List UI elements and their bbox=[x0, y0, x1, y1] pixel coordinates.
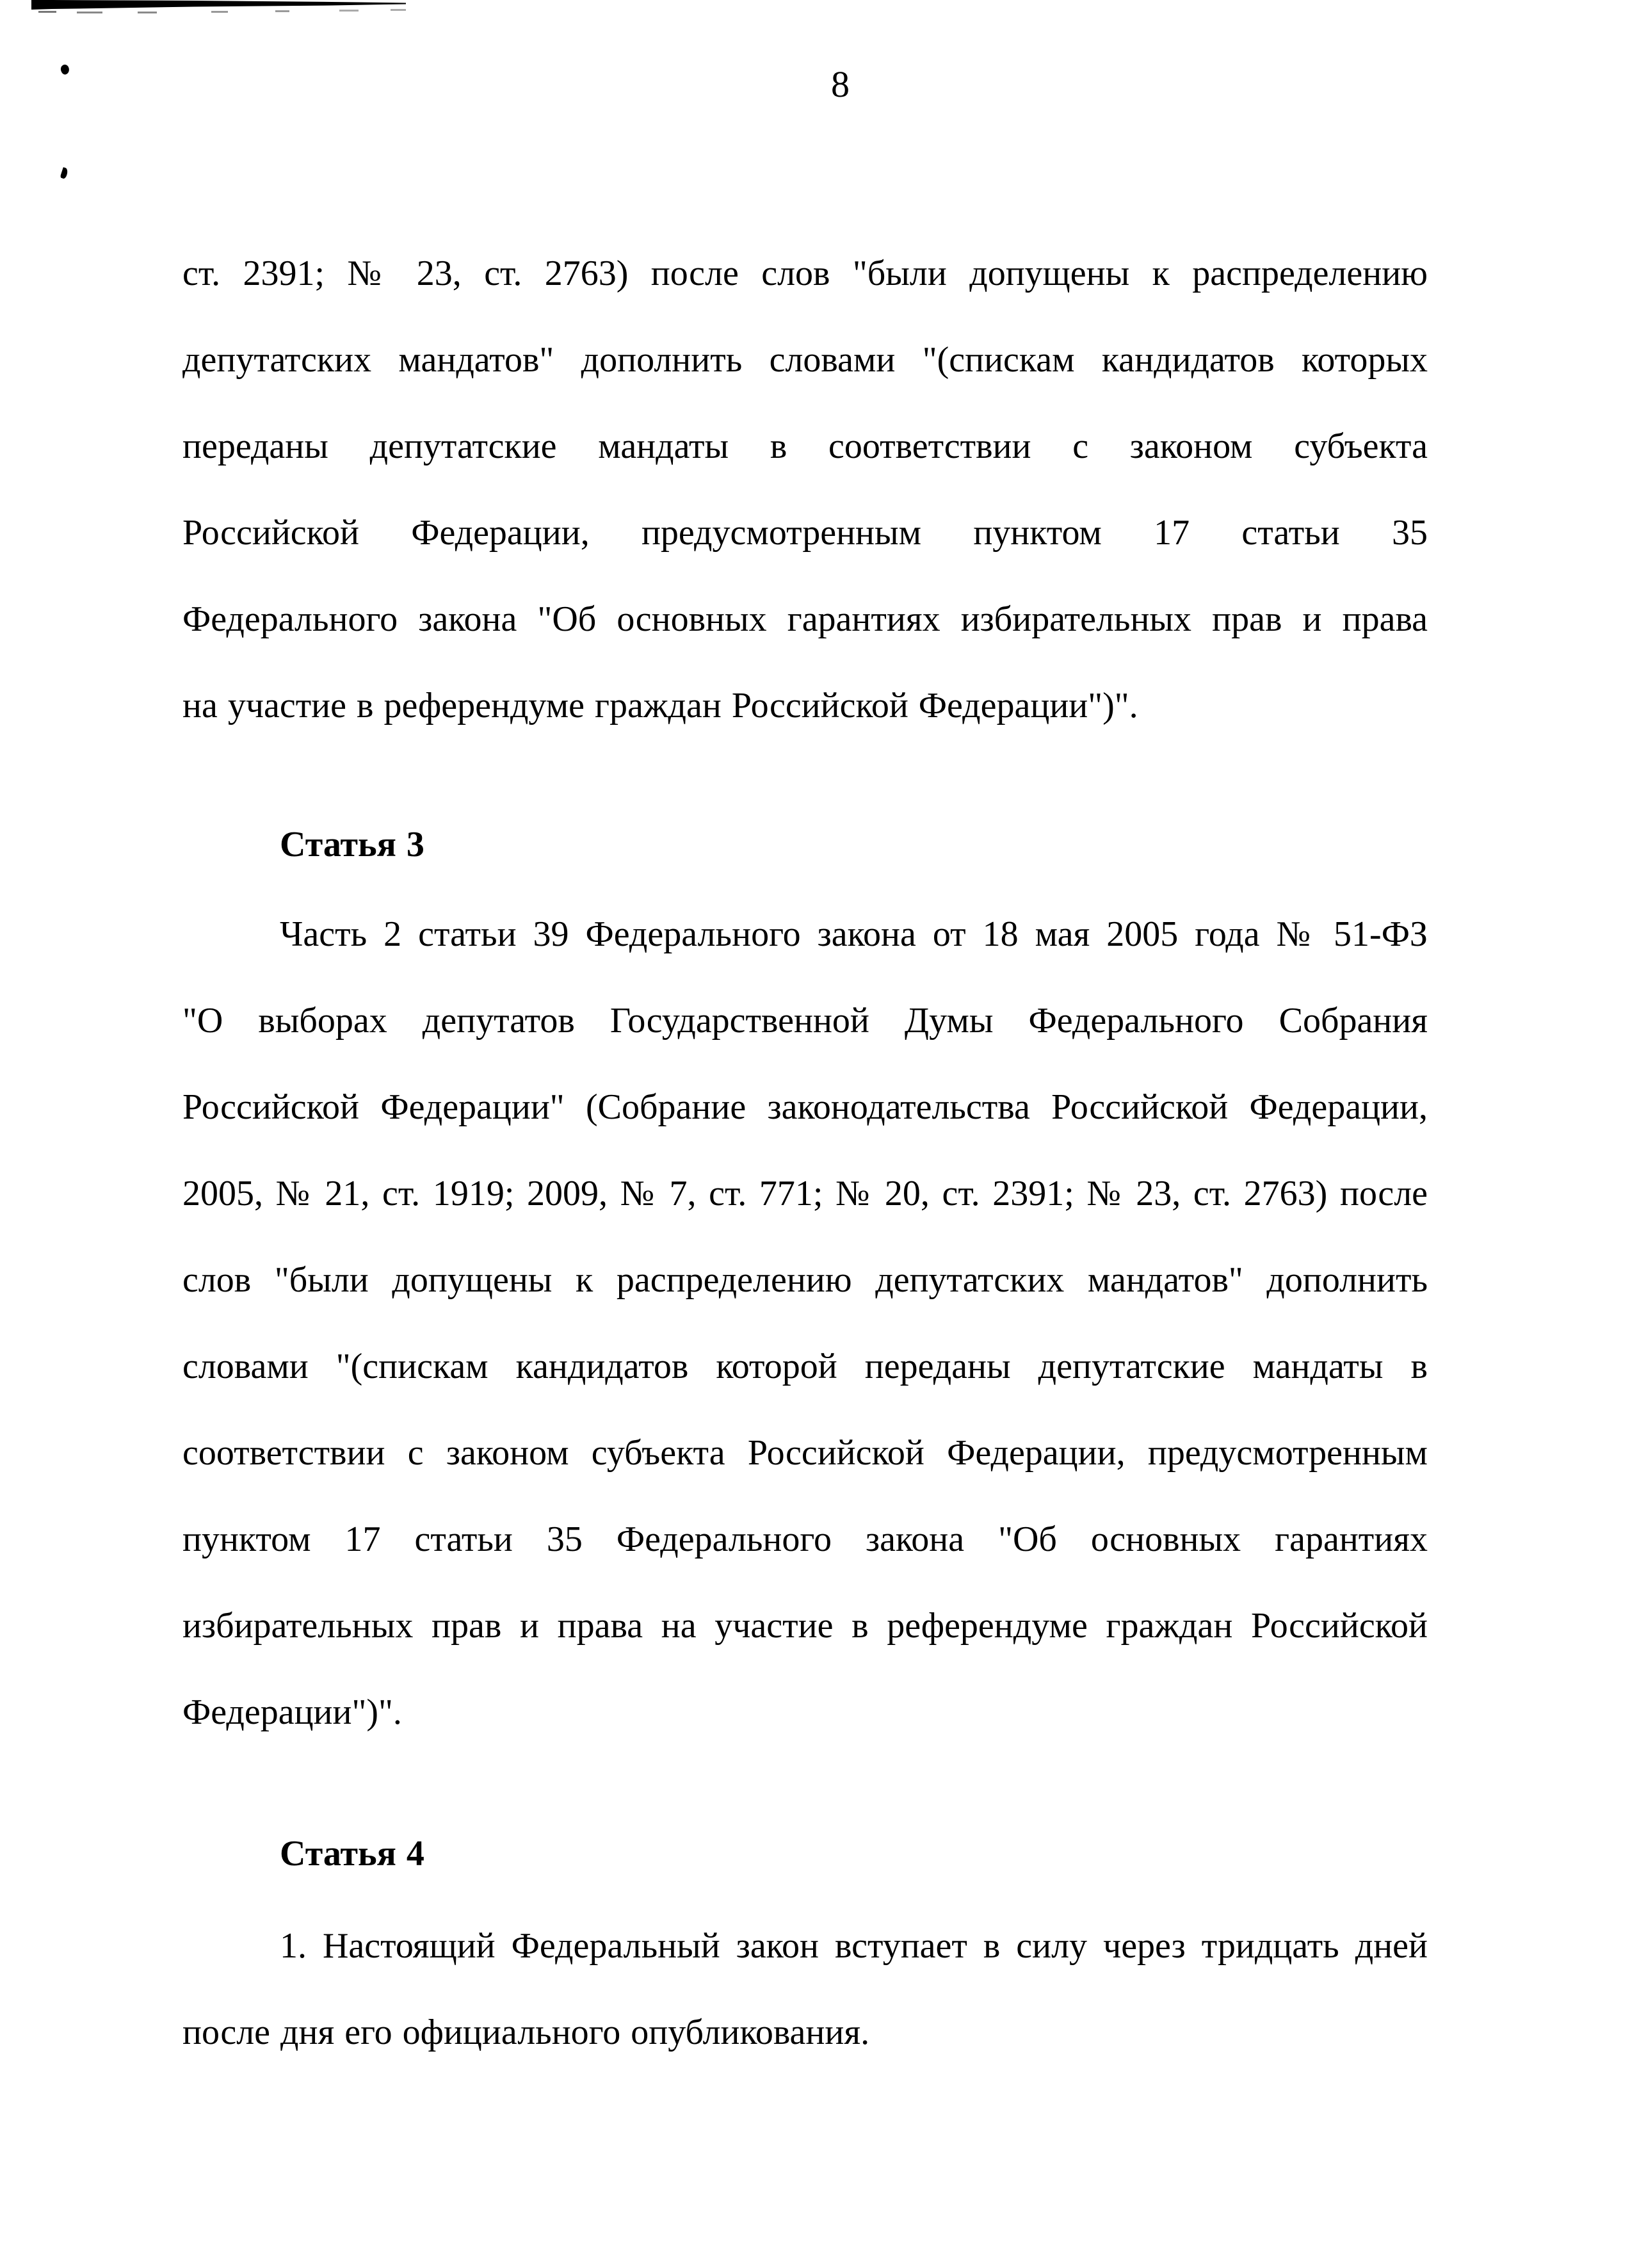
text-line: Федерального закона "Об основных гарантиях избирательных прав и права bbox=[182, 599, 1428, 639]
text-line: пунктом 17 статьи 35 Федерального закона "Об основных гарантиях bbox=[182, 1519, 1428, 1559]
text-line: "О выборах депутатов Государственной Думы Федерального Собрания bbox=[182, 1001, 1428, 1041]
heading-article-4 bbox=[280, 1811, 1426, 1897]
paragraph-3 bbox=[182, 1903, 1428, 2076]
heading-text: Статья 4 bbox=[280, 1834, 424, 1874]
text-line: слов "были допущены к распределению депутатских мандатов" дополнить bbox=[182, 1260, 1428, 1300]
paragraph-1 bbox=[182, 231, 1428, 749]
page-number: 8 bbox=[831, 63, 850, 105]
text-line: Российской Федерации" (Собрание законодательства Российской Федерации, bbox=[182, 1087, 1428, 1127]
text-line: Российской Федерации, предусмотренным пунктом 17 статьи 35 bbox=[182, 513, 1428, 553]
paragraph-2 bbox=[182, 891, 1428, 1756]
text-line: ст. 2391; № 23, ст. 2763) после слов "были допущены к распределению bbox=[182, 254, 1428, 293]
scan-artifact-top-bar bbox=[0, 0, 448, 19]
text-line: переданы депутатские мандаты в соответствии с законом субъекта bbox=[182, 426, 1428, 466]
heading-article-3 bbox=[280, 802, 1426, 888]
text-line: Часть 2 статьи 39 Федерального закона от 18 мая 2005 года № 51-ФЗ bbox=[280, 914, 1428, 954]
ink-speck-lower bbox=[60, 167, 69, 179]
text-line: депутатских мандатов" дополнить словами "(спискам кандидатов которых bbox=[182, 340, 1428, 380]
text-line: после дня его официального опубликования. bbox=[182, 2013, 870, 2052]
text-line: избирательных прав и права на участие в референдуме граждан Российской bbox=[182, 1606, 1428, 1646]
text-line: 1. Настоящий Федеральный закон вступает в силу через тридцать дней bbox=[280, 1926, 1428, 1966]
text-line: 2005, № 21, ст. 1919; 2009, № 7, ст. 771; № 20, ст. 2391; № 23, ст. 2763) после bbox=[182, 1174, 1428, 1213]
text-line: словами "(спискам кандидатов которой переданы депутатские мандаты в bbox=[182, 1347, 1428, 1386]
ink-speck-top bbox=[59, 63, 70, 76]
text-line: Федерации")". bbox=[182, 1692, 402, 1732]
text-line: соответствии с законом субъекта Российской Федерации, предусмотренным bbox=[182, 1433, 1428, 1473]
text-line: на участие в референдуме граждан Российской Федерации")". bbox=[182, 686, 1138, 725]
heading-text: Статья 3 bbox=[280, 825, 424, 864]
